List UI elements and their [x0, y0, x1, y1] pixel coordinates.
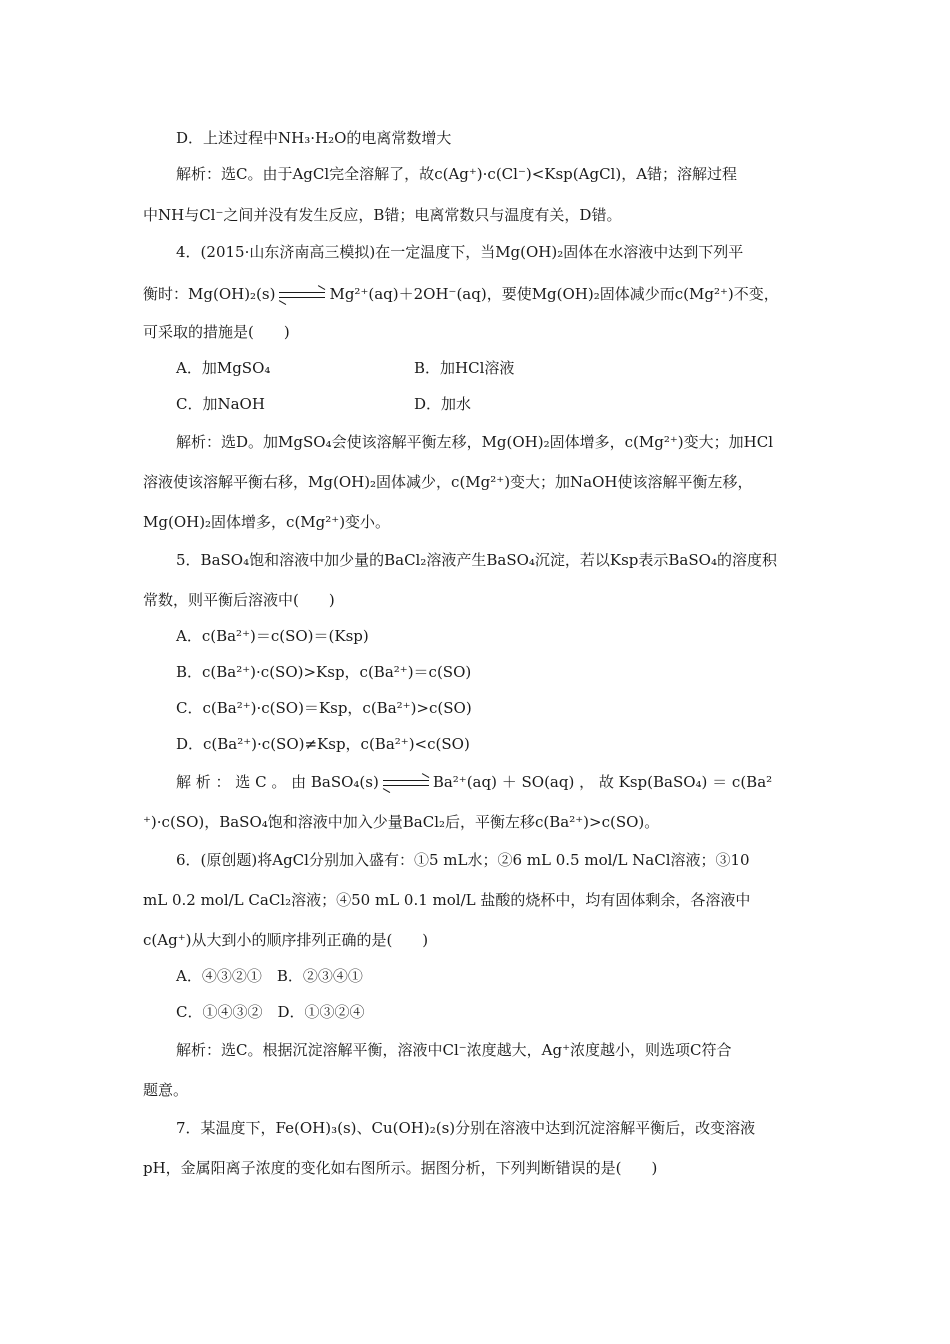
question-4-equation-line: [143, 284, 779, 304]
question-7-stem: 7．某温度下，Fe(OH)₃(s)、Cu(OH)₂(s)分别在溶液中达到沉淀溶解平衡后，改变溶液: [176, 1119, 756, 1137]
question-6-stem: mL 0.2 mol/L CaCl₂溶液；④50 mL 0.1 mol/L 盐酸的烧杯中，均有固体剩余，各溶液中: [143, 891, 751, 909]
question-5-stem-end: 常数，则平衡后溶液中( ): [143, 591, 335, 609]
option-a: A．c(Ba²⁺)＝c(SO)＝(Ksp): [176, 627, 369, 645]
option-b: B．加HCl溶液: [414, 359, 515, 377]
equation-left: 衡时：Mg(OH)₂(s): [143, 285, 276, 303]
equation-right: Mg²⁺(aq)＋2OH⁻(aq)，要使Mg(OH)₂固体减少而c(Mg²⁺)不变，: [329, 285, 779, 303]
question-4-stem: 4．(2015·山东济南高三模拟)在一定温度下，当Mg(OH)₂固体在水溶液中达到下列平: [176, 243, 744, 261]
question-4-stem-end: 可采取的措施是( ): [143, 323, 290, 341]
options-c-d: C．①④③② D．①③②④: [176, 1003, 365, 1021]
question-6-stem: 6．(原创题)将AgCl分别加入盛有：①5 mL水；②6 mL 0.5 mol/L NaCl溶液；③10: [176, 851, 750, 869]
explanation-line: ⁺)·c(SO)，BaSO₄饱和溶液中加入少量BaCl₂后，平衡左移c(Ba²⁺)>c(SO)。: [143, 813, 660, 831]
option-d: D．c(Ba²⁺)·c(SO)≠Ksp，c(Ba²⁺)<c(SO): [176, 735, 470, 753]
explanation-line: 解析：选C。根据沉淀溶解平衡，溶液中Cl⁻浓度越大，Ag⁺浓度越小，则选项C符合: [176, 1041, 732, 1059]
options-a-b: A．④③②① B．②③④①: [176, 967, 363, 985]
option-d-text: D．上述过程中NH₃·H₂O的电离常数增大: [176, 129, 452, 147]
explanation-line: 题意。: [143, 1081, 189, 1099]
equilibrium-arrow-icon: [279, 289, 325, 301]
explanation-line: 解析：选C。由于AgCl完全溶解了，故c(Ag⁺)·c(Cl⁻)<Ksp(AgCl)，A错；溶解过程: [176, 165, 738, 183]
explanation-line: 中NH与Cl⁻之间并没有发生反应，B错；电离常数只与温度有关，D错。: [143, 206, 622, 224]
option-d: D．加水: [414, 395, 472, 413]
equilibrium-arrow-icon: [383, 777, 429, 789]
option-c: C．c(Ba²⁺)·c(SO)＝Ksp，c(Ba²⁺)>c(SO): [176, 699, 472, 717]
option-a: A．加MgSO₄: [176, 359, 271, 377]
option-b: B．c(Ba²⁺)·c(SO)>Ksp，c(Ba²⁺)＝c(SO): [176, 663, 472, 681]
question-5-stem: 5．BaSO₄饱和溶液中加少量的BaCl₂溶液产生BaSO₄沉淀，若以Ksp表示BaSO₄的溶度积: [176, 551, 777, 569]
explanation-line: 解析：选D。加MgSO₄会使该溶解平衡左移，Mg(OH)₂固体增多，c(Mg²⁺)变大；加HCl: [176, 433, 773, 451]
question-6-stem-end: c(Ag⁺)从大到小的顺序排列正确的是( ): [143, 931, 429, 949]
explanation-equation-line: [176, 772, 772, 792]
equation-right: Ba²⁺(aq) ＋ SO(aq) ， 故 Ksp(BaSO₄) ＝ c(Ba²: [432, 773, 773, 791]
explanation-line: 溶液使该溶解平衡右移，Mg(OH)₂固体减少，c(Mg²⁺)变大；加NaOH使该溶解平衡左移，: [143, 473, 753, 491]
question-7-stem-end: pH，金属阳离子浓度的变化如右图所示。据图分析，下列判断错误的是( ): [143, 1159, 658, 1177]
explanation-line: Mg(OH)₂固体增多，c(Mg²⁺)变小。: [143, 513, 391, 531]
equation-left: 解 析 ： 选 C 。 由 BaSO₄(s): [176, 773, 379, 791]
option-c: C．加NaOH: [176, 395, 265, 413]
